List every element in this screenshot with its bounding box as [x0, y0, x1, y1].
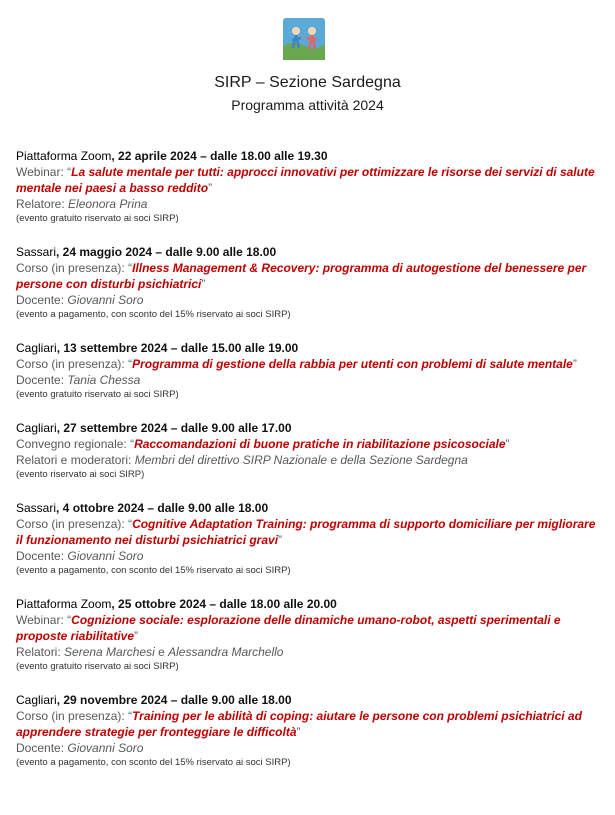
sirp-logo-icon — [281, 16, 327, 62]
page-title: SIRP – Sezione Sardegna — [214, 74, 401, 91]
event-heading — [16, 148, 601, 164]
event-heading — [16, 340, 601, 356]
event-type: Corso (in presenza): — [16, 709, 125, 723]
event-speaker-line — [16, 452, 601, 468]
event-type: Corso (in presenza): — [16, 261, 125, 275]
event-topic-cont: proposte riabilitative — [16, 629, 135, 643]
event-place: Cagliari — [16, 341, 57, 355]
event-people-2: Alessandra Marchello — [168, 645, 284, 659]
event-role: Docente: — [16, 373, 65, 387]
event-datetime: , 4 ottobre 2024 – dalle 9.00 alle 18.00 — [56, 501, 269, 515]
event-topic-cont: il funzionamento nei disturbi psichiatrici gravi — [16, 533, 279, 547]
event-type: Webinar: — [16, 165, 64, 179]
event-note: (evento gratuito riservato ai soci SIRP) — [16, 661, 179, 672]
event-topic: Programma di gestione della rabbia per utenti con problemi di salute mentale — [132, 357, 573, 371]
event-place: Sassari — [16, 245, 57, 259]
event-datetime: , 27 settembre 2024 – dalle 9.00 alle 17.00 — [56, 421, 292, 435]
event-topic-line: persone con disturbi psichiatrici” — [16, 277, 206, 291]
event-item — [16, 340, 601, 402]
event-speaker-line — [16, 292, 601, 308]
event-topic-line: Corso (in presenza): “Cognitive Adaptation Training: programma di supporto domiciliare per migliorare — [16, 517, 596, 531]
event-heading — [16, 596, 601, 612]
event-topic: Illness Management & Recovery: programma di autogestione del benessere per — [132, 261, 587, 275]
event-topic-line: Corso (in presenza): “Illness Management & Recovery: programma di autogestione del benessere per — [16, 261, 587, 275]
event-type: Corso (in presenza): — [16, 357, 125, 371]
event-topic: Training per le abilità di coping: aiutare le persone con problemi psichiatrici ad — [132, 709, 582, 723]
event-list — [16, 148, 601, 788]
event-datetime: , 29 novembre 2024 – dalle 9.00 alle 18.00 — [56, 693, 292, 707]
event-role: Relatore: — [16, 197, 65, 211]
event-people: Tania Chessa — [67, 373, 141, 387]
event-place: Cagliari — [16, 421, 57, 435]
event-type: Convegno regionale: — [16, 437, 127, 451]
event-topic-line: Webinar: “Cognizione sociale: esplorazione delle dinamiche umano-robot, aspetti sperimentali e — [16, 613, 561, 627]
event-role: Relatori: — [16, 645, 61, 659]
event-topic-line: Convegno regionale: “Raccomandazioni di buone pratiche in riabilitazione psicosociale” — [16, 437, 510, 451]
event-place: Piattaforma Zoom — [16, 149, 112, 163]
event-speaker-line — [16, 740, 601, 756]
event-note: (evento a pagamento, con sconto del 15% riservato ai soci SIRP) — [16, 565, 291, 576]
event-note: (evento a pagamento, con sconto del 15% riservato ai soci SIRP) — [16, 309, 291, 320]
event-item — [16, 148, 601, 226]
event-topic-cont: apprendere strategie per fronteggiare le difficoltà — [16, 725, 297, 739]
event-note: (evento gratuito riservato ai soci SIRP) — [16, 389, 179, 400]
event-datetime: , 24 maggio 2024 – dalle 9.00 alle 18.00 — [56, 245, 277, 259]
event-people: Membri del direttivo SIRP Nazionale e della Sezione Sardegna — [134, 453, 468, 467]
event-role: Docente: — [16, 741, 65, 755]
event-speaker-line — [16, 196, 601, 212]
event-topic-line: Webinar: “La salute mentale per tutti: approcci innovativi per ottimizzare le risorse dei servizi di salute — [16, 165, 595, 179]
event-datetime: , 22 aprile 2024 – dalle 18.00 alle 19.30 — [111, 149, 328, 163]
event-people: Giovanni Soro — [67, 293, 144, 307]
event-note: (evento gratuito riservato ai soci SIRP) — [16, 213, 179, 224]
event-topic: Cognizione sociale: esplorazione delle dinamiche umano-robot, aspetti sperimentali e — [71, 613, 561, 627]
event-type: Corso (in presenza): — [16, 517, 125, 531]
event-topic-line: mentale nei paesi a basso reddito” — [16, 181, 213, 195]
event-topic-line: il funzionamento nei disturbi psichiatrici gravi” — [16, 533, 283, 547]
event-topic-cont: mentale nei paesi a basso reddito — [16, 181, 209, 195]
event-item — [16, 596, 601, 674]
event-type: Webinar: — [16, 613, 64, 627]
event-item — [16, 244, 601, 322]
event-role: Docente: — [16, 549, 65, 563]
page-subtitle: Programma attività 2024 — [231, 97, 384, 113]
event-item — [16, 500, 601, 578]
event-topic: La salute mentale per tutti: approcci innovativi per ottimizzare le risorse dei servizi di salute — [71, 165, 595, 179]
event-topic: Cognitive Adaptation Training: programma di supporto domiciliare per migliorare — [132, 517, 596, 531]
event-people: Giovanni Soro — [67, 741, 144, 755]
event-place: Piattaforma Zoom — [16, 597, 112, 611]
event-datetime: , 13 settembre 2024 – dalle 15.00 alle 19.00 — [56, 341, 299, 355]
event-heading — [16, 244, 601, 260]
event-topic-line: Corso (in presenza): “Training per le abilità di coping: aiutare le persone con problemi psichiatrici ad — [16, 709, 582, 723]
event-topic-line: Corso (in presenza): “Programma di gestione della rabbia per utenti con problemi di salute mentale” — [16, 357, 577, 371]
event-people: Eleonora Prina — [68, 197, 148, 211]
event-note: (evento a pagamento, con sconto del 15% riservato ai soci SIRP) — [16, 757, 291, 768]
event-note: (evento riservato ai soci SIRP) — [16, 469, 145, 480]
event-speaker-line — [16, 372, 601, 388]
event-topic-cont: persone con disturbi psichiatrici — [16, 277, 202, 291]
event-item — [16, 692, 601, 770]
event-topic-line: proposte riabilitative” — [16, 629, 139, 643]
event-heading — [16, 500, 601, 516]
event-people: Serena Marchesi — [64, 645, 155, 659]
event-place: Sassari — [16, 501, 57, 515]
event-heading — [16, 420, 601, 436]
event-role: Relatori e moderatori: — [16, 453, 132, 467]
event-speaker-line — [16, 548, 601, 564]
event-topic-line: apprendere strategie per fronteggiare le difficoltà” — [16, 725, 301, 739]
event-people: Giovanni Soro — [67, 549, 144, 563]
event-heading — [16, 692, 601, 708]
event-place: Cagliari — [16, 693, 57, 707]
event-topic: Raccomandazioni di buone pratiche in riabilitazione psicosociale — [134, 437, 506, 451]
event-role: Docente: — [16, 293, 65, 307]
event-speaker-line — [16, 644, 601, 660]
event-item — [16, 420, 601, 482]
event-people-joiner: e — [154, 645, 169, 659]
event-datetime: , 25 ottobre 2024 – dalle 18.00 alle 20.00 — [111, 597, 337, 611]
